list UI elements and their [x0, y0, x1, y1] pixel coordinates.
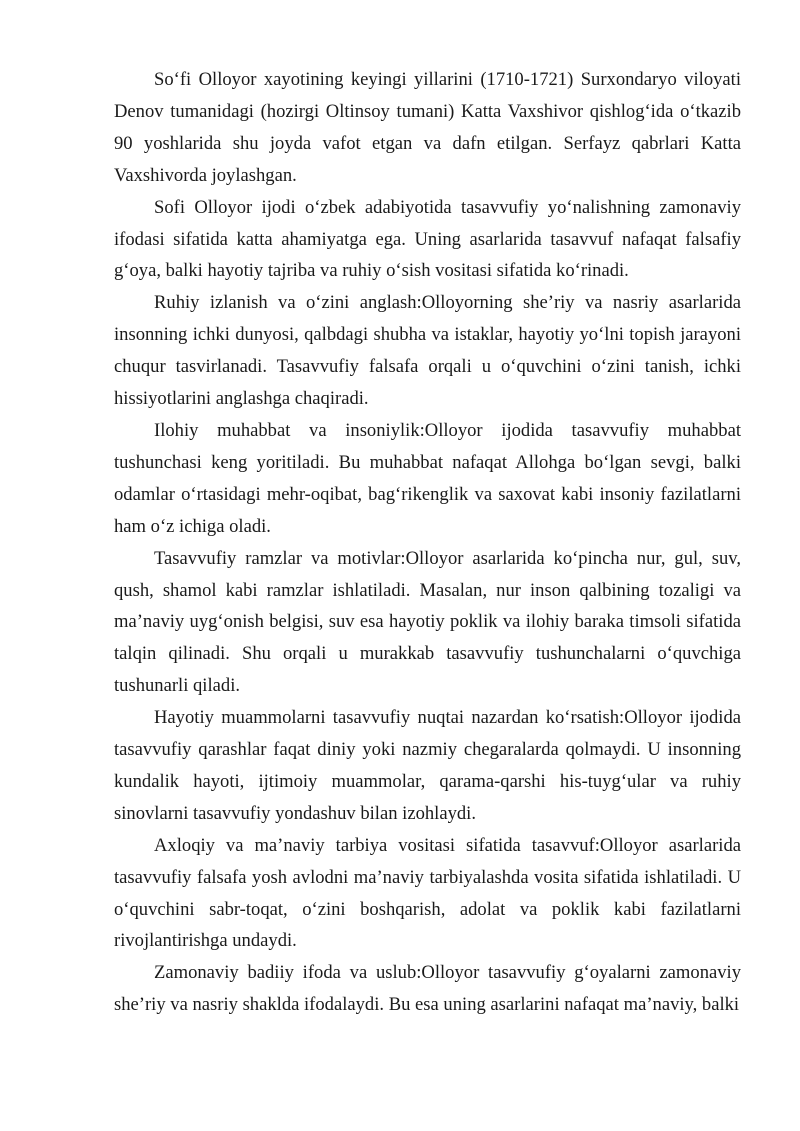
paragraph-4: Ilohiy muhabbat va insoniylik:Olloyor ijodida tasavvufiy muhabbat tushunchasi keng yoritiladi. Bu muhabbat nafaqat Allohga bo‘lgan sevgi, balki odamlar o‘rtasidagi mehr-oqibat, bag‘rikenglik va saxovat kabi insoniy fazilatlarni ham o‘z ichiga oladi. — [114, 419, 741, 537]
paragraph-6: Hayotiy muammolarni tasavvufiy nuqtai nazardan ko‘rsatish:Olloyor ijodida tasavvufiy qarashlar faqat diniy yoki nazmiy chegaralarda qolmaydi. U insonning kundalik hayoti, ijtimoiy muammolar, qarama-qarshi his-tuyg‘ular va ruhiy sinovlarni tasavvufiy yondashuv bilan izohlaydi. — [114, 707, 741, 824]
paragraph-5: Tasavvufiy ramzlar va motivlar:Olloyor asarlarida ko‘pincha nur, gul, suv, qush, shamol kabi ramzlar ishlatiladi. Masalan, nur inson qalbining tozaligi va ma’naviy uyg‘onish belgisi, suv esa hayotiy poklik va ilohiy baraka timsoli sifatida talqin qilinadi. Shu orqali u murakkab tasavvufiy tushunchalarni o‘quvchiga tushunarli qiladi. — [114, 547, 741, 697]
paragraph-3: Ruhiy izlanish va o‘zini anglash:Olloyorning she’riy va nasriy asarlarida insonning ichki dunyosi, qalbdagi shubha va istaklar, hayotiy yo‘lni topish jarayoni chuqur tasvirlanadi. Tasavvufiy falsafa orqali u o‘quvchini o‘zini tanish, ichki hissiyotlarini anglashga chaqiradi. — [114, 292, 741, 410]
paragraph-7: Axloqiy va ma’naviy tarbiya vositasi sifatida tasavvuf:Olloyor asarlarida tasavvufiy falsafa yosh avlodni ma’naviy tarbiyalashda vosita sifatida ishlatiladi. U o‘quvchini sabr-toqat, o‘zini boshqarish, adolat va poklik kabi fazilatlarni rivojlantirishga undaydi. — [114, 834, 741, 952]
paragraph-1: So‘fi Olloyor xayotining keyingi yillarini (1710-1721) Surxondaryo viloyati Denov tumanidagi (hozirgi Oltinsoy tumani) Katta Vaxshivor qishlog‘ida o‘tkazib 90 yoshlarida shu joyda vafot etgan va dafn etilgan. Serfayz qabrlari Katta Vaxshivorda joylashgan. — [114, 69, 741, 186]
paragraph-2: Sofi Olloyor ijodi o‘zbek adabiyotida tasavvufiy yo‘nalishning zamonaviy ifodasi sifatida katta ahamiyatga ega. Uning asarlarida tasavvuf nafaqat falsafiy g‘oya, balki hayotiy tajriba va ruhiy o‘sish vositasi sifatida ko‘rinadi. — [114, 196, 741, 282]
paragraph-8: Zamonaviy badiiy ifoda va uslub:Olloyor tasavvufiy g‘oyalarni zamonaviy she’riy va nasriy shaklda ifodalaydi. Bu esa uning asarlarini nafaqat ma’naviy, balki — [114, 962, 741, 1016]
document-page — [114, 64, 741, 1021]
